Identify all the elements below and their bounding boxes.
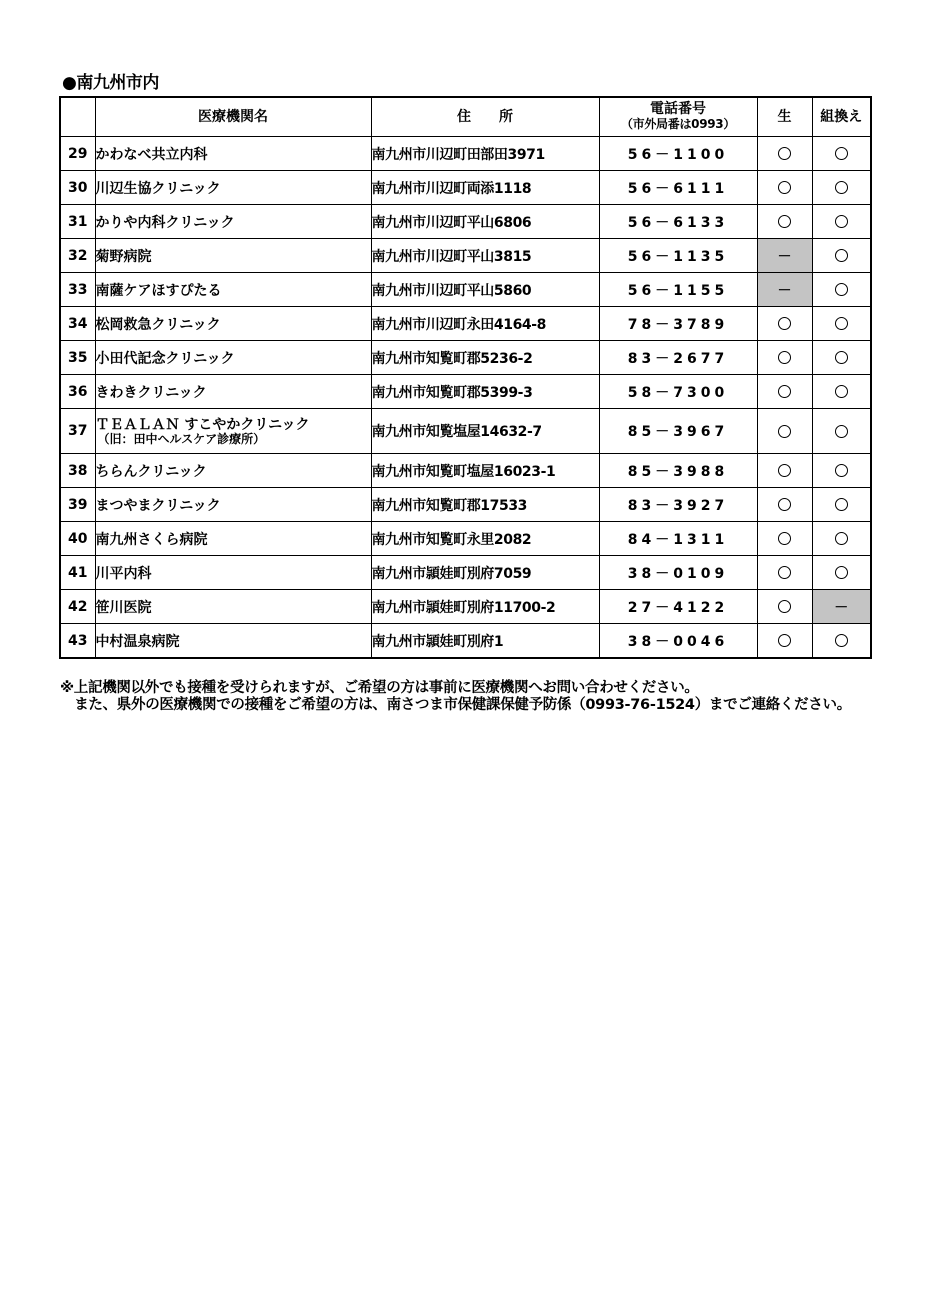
live-vaccine-cell (757, 205, 812, 239)
row-number: 38 (60, 454, 95, 488)
clinic-address: 南九州市川辺町平山6806 (371, 205, 599, 239)
clinic-name: 菊野病院 (95, 239, 371, 273)
available-mark (835, 498, 848, 511)
available-mark (835, 464, 848, 477)
available-mark (778, 385, 791, 398)
available-mark (778, 532, 791, 545)
clinic-name-main: ＴＥＡＬＡＮ すこやかクリニック (95, 416, 310, 433)
clinic-address: 南九州市知覧町郡5236-2 (371, 341, 599, 375)
live-vaccine-cell (757, 375, 812, 409)
unavailable-mark: － (777, 248, 792, 265)
table-row (60, 590, 871, 624)
clinic-name: きわきクリニック (95, 375, 371, 409)
header-address: 住 所 (371, 97, 599, 137)
section-title: ●南九州市内 (62, 73, 159, 93)
available-mark (835, 181, 848, 194)
unavailable-mark: － (834, 599, 849, 616)
clinic-name (95, 409, 371, 454)
header-tel (599, 97, 757, 137)
clinic-name: 松岡救急クリニック (95, 307, 371, 341)
recombinant-vaccine-cell (812, 171, 871, 205)
live-vaccine-cell (757, 239, 812, 273)
clinic-name: かわなべ共立内科 (95, 137, 371, 171)
clinic-address: 南九州市頴娃町別府7059 (371, 556, 599, 590)
clinic-phone: 85－3988 (599, 454, 757, 488)
clinic-address: 南九州市川辺町両添1118 (371, 171, 599, 205)
available-mark (778, 498, 791, 511)
row-number: 32 (60, 239, 95, 273)
clinic-phone: 85－3967 (599, 409, 757, 454)
available-mark (835, 283, 848, 296)
recombinant-vaccine-cell (812, 409, 871, 454)
available-mark (778, 351, 791, 364)
available-mark (835, 317, 848, 330)
clinic-name: まつやまクリニック (95, 488, 371, 522)
clinic-phone: 56－6133 (599, 205, 757, 239)
available-mark (835, 385, 848, 398)
live-vaccine-cell (757, 341, 812, 375)
live-vaccine-cell (757, 454, 812, 488)
recombinant-vaccine-cell (812, 624, 871, 659)
clinic-address: 南九州市知覧町塩屋16023-1 (371, 454, 599, 488)
clinic-name-former: （旧：田中ヘルスケア診療所） (97, 431, 266, 446)
available-mark (835, 215, 848, 228)
live-vaccine-cell (757, 488, 812, 522)
row-number: 31 (60, 205, 95, 239)
recombinant-vaccine-cell (812, 137, 871, 171)
recombinant-vaccine-cell (812, 239, 871, 273)
available-mark (778, 181, 791, 194)
table-row (60, 522, 871, 556)
clinic-phone: 56－1135 (599, 239, 757, 273)
row-number: 36 (60, 375, 95, 409)
live-vaccine-cell (757, 273, 812, 307)
clinic-name: かりや内科クリニック (95, 205, 371, 239)
available-mark (835, 425, 848, 438)
recombinant-vaccine-cell (812, 556, 871, 590)
live-vaccine-cell (757, 624, 812, 659)
clinic-phone: 56－1155 (599, 273, 757, 307)
table-row (60, 341, 871, 375)
table-header-row (60, 97, 871, 137)
row-number: 34 (60, 307, 95, 341)
recombinant-vaccine-cell (812, 522, 871, 556)
clinic-phone: 56－6111 (599, 171, 757, 205)
table-row (60, 137, 871, 171)
table-row (60, 171, 871, 205)
notes (60, 680, 860, 714)
clinic-address: 南九州市川辺町田部田3971 (371, 137, 599, 171)
clinic-phone: 56－1100 (599, 137, 757, 171)
live-vaccine-cell (757, 556, 812, 590)
live-vaccine-cell (757, 590, 812, 624)
header-name: 医療機関名 (95, 97, 371, 137)
table-row (60, 488, 871, 522)
clinic-address: 南九州市知覧町郡17533 (371, 488, 599, 522)
table-row (60, 273, 871, 307)
recombinant-vaccine-cell (812, 454, 871, 488)
clinic-address: 南九州市知覧町永里2082 (371, 522, 599, 556)
table-row (60, 205, 871, 239)
table-row (60, 556, 871, 590)
clinic-phone: 83－2677 (599, 341, 757, 375)
clinic-name: ちらんクリニック (95, 454, 371, 488)
available-mark (778, 317, 791, 330)
live-vaccine-cell (757, 307, 812, 341)
header-live: 生 (757, 97, 812, 137)
clinic-table (59, 96, 872, 659)
clinic-address: 南九州市頴娃町別府1 (371, 624, 599, 659)
clinic-name: 小田代記念クリニック (95, 341, 371, 375)
live-vaccine-cell (757, 522, 812, 556)
row-number: 42 (60, 590, 95, 624)
recombinant-vaccine-cell (812, 488, 871, 522)
row-number: 41 (60, 556, 95, 590)
clinic-address: 南九州市知覧町郡5399-3 (371, 375, 599, 409)
row-number: 35 (60, 341, 95, 375)
clinic-name: 南九州さくら病院 (95, 522, 371, 556)
unavailable-mark: － (777, 282, 792, 299)
clinic-address: 南九州市川辺町平山3815 (371, 239, 599, 273)
clinic-name: 中村温泉病院 (95, 624, 371, 659)
table-row (60, 375, 871, 409)
clinic-phone: 84－1311 (599, 522, 757, 556)
table-row (60, 624, 871, 659)
clinic-address: 南九州市川辺町永田4164-8 (371, 307, 599, 341)
table-row (60, 307, 871, 341)
table-row (60, 454, 871, 488)
available-mark (835, 532, 848, 545)
row-number: 40 (60, 522, 95, 556)
row-number: 33 (60, 273, 95, 307)
row-number: 37 (60, 409, 95, 454)
clinic-name: 川平内科 (95, 556, 371, 590)
available-mark (835, 566, 848, 579)
clinic-rows (60, 137, 871, 659)
header-no (60, 97, 95, 137)
header-tel-label: 電話番号 (650, 101, 706, 117)
available-mark (778, 215, 791, 228)
available-mark (778, 634, 791, 647)
available-mark (778, 600, 791, 613)
row-number: 30 (60, 171, 95, 205)
note-1: ※上記機関以外でも接種を受けられますが、ご希望の方は事前に医療機関へお問い合わせください。 (60, 680, 699, 696)
row-number: 29 (60, 137, 95, 171)
available-mark (778, 464, 791, 477)
available-mark (835, 351, 848, 364)
available-mark (835, 634, 848, 647)
row-number: 39 (60, 488, 95, 522)
recombinant-vaccine-cell (812, 590, 871, 624)
clinic-phone: 78－3789 (599, 307, 757, 341)
clinic-name: 南薩ケアほすぴたる (95, 273, 371, 307)
table-row (60, 239, 871, 273)
recombinant-vaccine-cell (812, 375, 871, 409)
available-mark (778, 566, 791, 579)
clinic-name: 川辺生協クリニック (95, 171, 371, 205)
available-mark (835, 249, 848, 262)
table-row (60, 409, 871, 454)
clinic-phone: 38－0046 (599, 624, 757, 659)
available-mark (835, 147, 848, 160)
recombinant-vaccine-cell (812, 341, 871, 375)
clinic-address: 南九州市川辺町平山5860 (371, 273, 599, 307)
clinic-phone: 58－7300 (599, 375, 757, 409)
clinic-address: 南九州市知覧塩屋14632-7 (371, 409, 599, 454)
clinic-address: 南九州市頴娃町別府11700-2 (371, 590, 599, 624)
header-recomb: 組換え (812, 97, 871, 137)
live-vaccine-cell (757, 409, 812, 454)
clinic-phone: 83－3927 (599, 488, 757, 522)
recombinant-vaccine-cell (812, 273, 871, 307)
note-2: また、県外の医療機関での接種をご希望の方は、南さつま市保健課保健予防係（0993-76-1524）までご連絡ください。 (60, 697, 851, 713)
recombinant-vaccine-cell (812, 307, 871, 341)
row-number: 43 (60, 624, 95, 659)
available-mark (778, 147, 791, 160)
live-vaccine-cell (757, 171, 812, 205)
header-tel-note: （市外局番は0993） (620, 117, 736, 131)
clinic-phone: 27－4122 (599, 590, 757, 624)
live-vaccine-cell (757, 137, 812, 171)
recombinant-vaccine-cell (812, 205, 871, 239)
clinic-name: 笹川医院 (95, 590, 371, 624)
available-mark (778, 425, 791, 438)
clinic-phone: 38－0109 (599, 556, 757, 590)
